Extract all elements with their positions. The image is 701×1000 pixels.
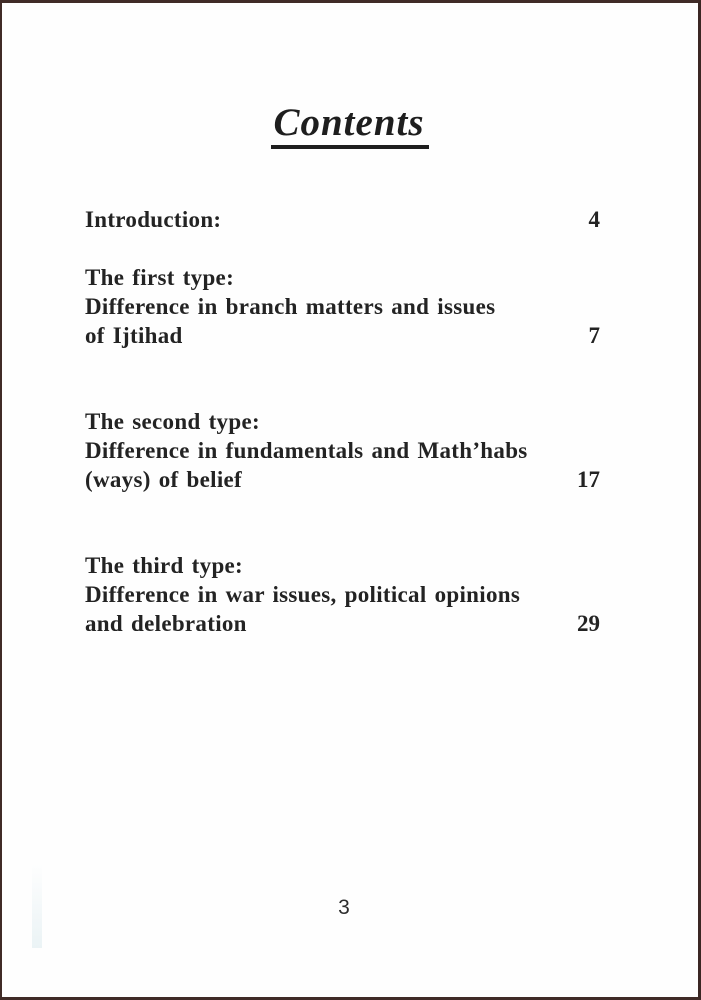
toc-page-number: 7	[588, 323, 600, 348]
footer-page-number: 3	[338, 896, 350, 919]
toc-entry-text: (ways) of belief	[85, 467, 242, 492]
toc-entry-second-type	[85, 407, 600, 494]
toc-line: The second type:	[85, 409, 260, 434]
toc-line	[85, 321, 600, 350]
toc-entry-third-type	[85, 551, 600, 638]
page-title: Contents	[271, 103, 428, 149]
toc-entry-text: and delebration	[85, 611, 247, 636]
toc-line	[85, 205, 600, 234]
toc-line: Difference in fundamentals and Math’habs	[85, 438, 528, 463]
toc-page-number: 29	[577, 611, 600, 636]
toc-line	[85, 465, 600, 494]
toc-entry-text: Introduction:	[85, 207, 222, 232]
toc-entry-text: of Ijtihad	[85, 323, 183, 348]
toc-line: Difference in branch matters and issues	[85, 294, 496, 319]
toc-line: The first type:	[85, 265, 235, 290]
toc-line: The third type:	[85, 553, 243, 578]
toc-page-number: 4	[588, 207, 600, 232]
toc-entry-introduction	[85, 205, 600, 234]
toc-line	[85, 609, 600, 638]
table-of-contents	[85, 3, 600, 997]
toc-entry-first-type	[85, 263, 600, 350]
toc-line: Difference in war issues, political opinions	[85, 582, 521, 607]
toc-page-number: 17	[577, 467, 600, 492]
